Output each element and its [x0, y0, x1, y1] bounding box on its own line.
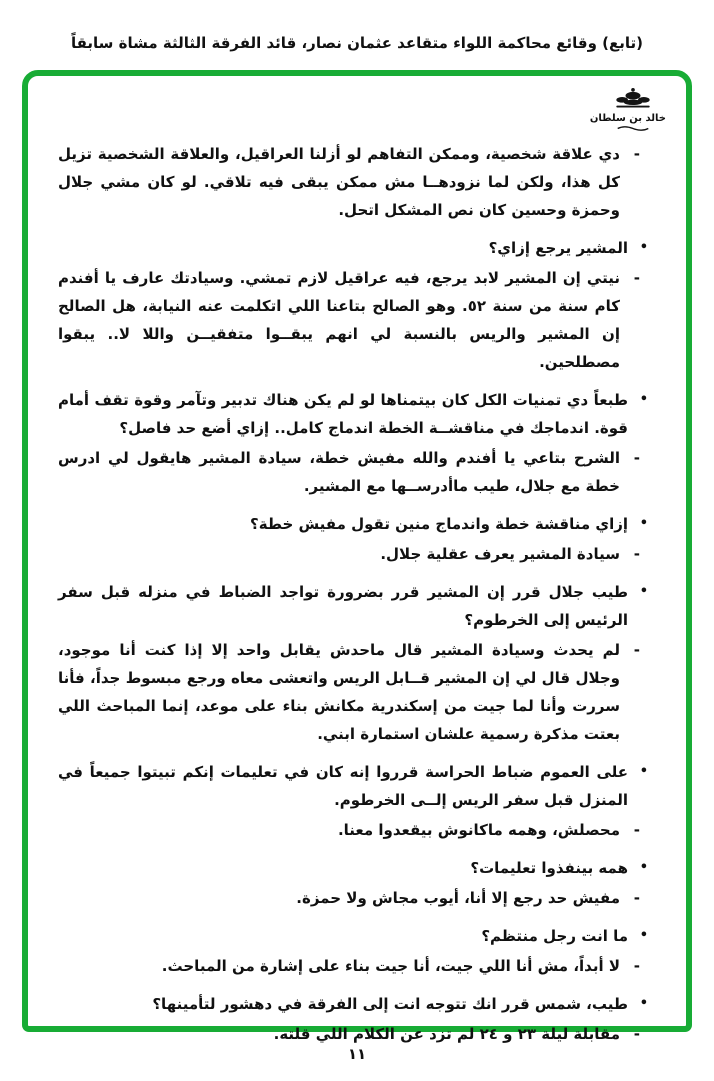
dialogue-item	[58, 510, 650, 538]
dialogue-text: همه بينفذوا تعليمات؟	[470, 859, 628, 877]
crest-icon	[608, 86, 658, 112]
publisher-logo-text: خالد بن سلطان	[589, 113, 666, 124]
dash-marker: -	[633, 449, 640, 467]
dash-marker: -	[633, 641, 640, 659]
dash-marker: -	[633, 545, 640, 563]
dialogue-item	[58, 636, 650, 748]
dialogue-text: الشرح بتاعي يا أفندم والله مفيش خطة، سيادة المشير هايقول لي ادرس خطة مع جلال، طيب ماأدرســها مع المشير.	[58, 449, 620, 495]
dash-marker: -	[633, 957, 640, 975]
bullet-marker: •	[639, 860, 648, 875]
dialogue-item	[58, 884, 650, 912]
dialogue-text: على العموم ضباط الحراسة قرروا إنه كان في تعليمات إنكم تبيتوا جميعاً في المنزل قبل سفر الريس إلــى الخرطوم.	[58, 763, 628, 809]
dialogue-item	[58, 990, 650, 1018]
dialogue-text: مقابلة ليلة ٢٣ و ٢٤ لم تزد عن الكلام اللي قلته.	[273, 1025, 620, 1043]
dialogue-item	[58, 140, 650, 224]
dialogue-text: لا أبداً، مش أنا اللي جيت، أنا جيت بناء على إشارة من المباحث.	[161, 957, 620, 975]
bullet-marker: •	[639, 584, 648, 599]
dash-marker: -	[633, 821, 640, 839]
dialogue-text: المشير يرجع إزاي؟	[488, 239, 628, 257]
dialogue-item	[58, 816, 650, 844]
bullet-marker: •	[639, 764, 648, 779]
dialogue-item	[58, 264, 650, 376]
logo-flourish-icon	[616, 125, 650, 132]
dash-marker: -	[633, 1025, 640, 1043]
dialogue-text: طيب، شمس قرر انك تتوجه انت إلى الفرقة في دهشور لتأمينها؟	[152, 995, 628, 1013]
bullet-marker: •	[639, 928, 648, 943]
dialogue-item	[58, 578, 650, 634]
dialogue-text: لم يحدث وسيادة المشير قال ماحدش يقابل واحد إلا إذا كنت أنا موجود، وجلال قال لي إن المشير قــابل الريس واتعشى معاه ورجع مبسوط جداً، فأنا سررت وأنا لما جيت من إسكندرية مكانش بناء على موعد، إنما المباحث اللي بعتت مذكرة رسمية علشان استمارة ابني.	[58, 641, 620, 743]
dialogue-text: سيادة المشير يعرف عقلية جلال.	[380, 545, 620, 563]
page-header-title: (تابع) وقائع محاكمة اللواء متقاعد عثمان نصار، قائد الفرقة الثالثة مشاة سابقاً	[70, 34, 644, 52]
dialogue-item	[58, 758, 650, 814]
bullet-marker: •	[639, 996, 648, 1011]
dash-marker: -	[633, 269, 640, 287]
dialogue-text: طبعاً دي تمنيات الكل كان بيتمناها لو لم يكن هناك تدبير وتآمر وقوة تقف أمام قوة. اندماجك في مناقشــة الخطة اندماج كامل.. إزاي أضع حد فاصل؟	[58, 391, 628, 437]
dialogue-item	[58, 854, 650, 882]
dialogue-text: إزاي مناقشة خطة واندماج منين تقول مفيش خطة؟	[250, 515, 628, 533]
bullet-marker: •	[639, 240, 648, 255]
dialogue-text: ما انت رجل منتظم؟	[481, 927, 628, 945]
dash-marker: -	[633, 889, 640, 907]
page-number: ١١	[347, 1045, 367, 1063]
dialogue-item	[58, 444, 650, 500]
dialogue-item	[58, 386, 650, 442]
bullet-marker: •	[639, 392, 648, 407]
dialogue-text: طيب جلال قرر إن المشير قرر بضرورة تواجد الضباط في منزله قبل سفر الرئيس إلى الخرطوم؟	[58, 583, 628, 629]
dialogue-text: نيتي إن المشير لابد يرجع، فيه عراقيل لازم تمشي. وسيادتك عارف يا أفندم كام سنة من سنة ٥٢. وهو الصالح بتاعنا اللي اتكلمت عنه النيابة، هل الصالح إن المشير والريس بالنسبة لي انهم يبقــوا متفقيــن واللا لا.. يبقوا مصطلحين.	[58, 269, 621, 371]
green-border-frame	[22, 70, 692, 1043]
dialogue-text: مفيش حد رجع إلا أنا، أيوب مجاش ولا حمزة.	[296, 889, 620, 907]
dialogue-item	[58, 234, 650, 262]
dialogue-item	[58, 1020, 650, 1048]
dialogue-text: دي علاقة شخصية، وممكن التفاهم لو أزلنا العراقيل، والعلاقة الشخصية تزيل كل هذا، ولكن لما نزودهــا مش ممكن يبقى فيه تلاقي. لو كان مشي جلال وحمزة وحسين كان نص المشكل اتحل.	[58, 145, 620, 219]
dialogue-list	[58, 140, 650, 1050]
dash-marker: -	[633, 145, 640, 163]
dialogue-item	[58, 952, 650, 980]
dialogue-item	[58, 922, 650, 950]
dialogue-item	[58, 540, 650, 568]
bullet-marker: •	[639, 516, 648, 531]
publisher-logo	[589, 86, 666, 132]
dialogue-text: محصلش، وهمه ماكانوش بيقعدوا معنا.	[337, 821, 620, 839]
